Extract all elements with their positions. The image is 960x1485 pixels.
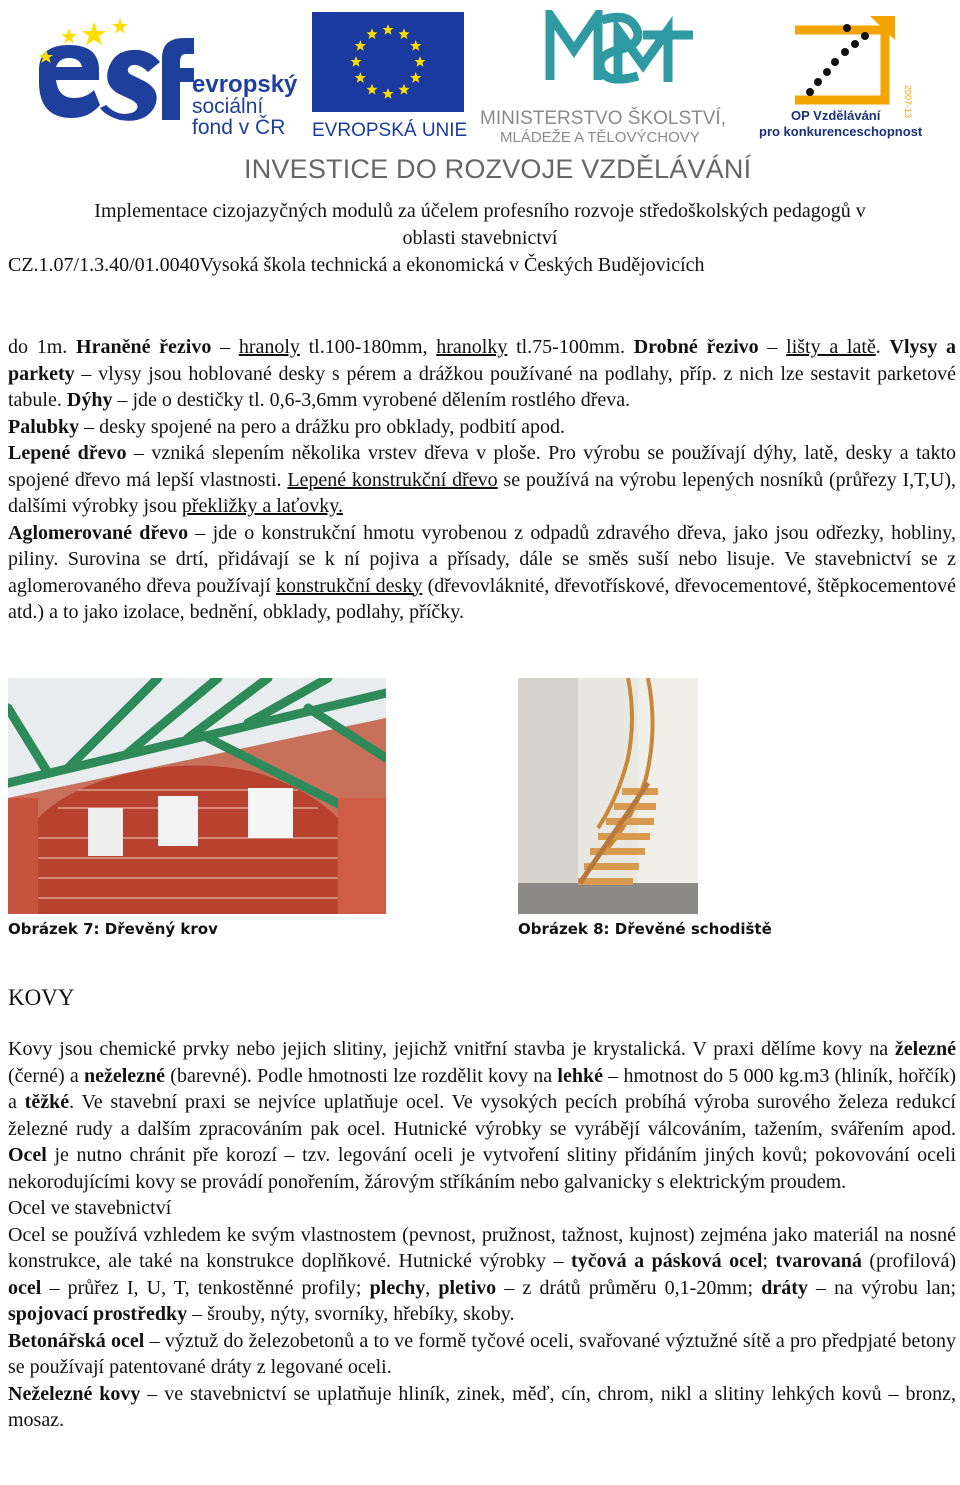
op-line-1: OP Vzdělávání bbox=[791, 108, 881, 123]
header-line-3: CZ.1.07/1.3.40/01.0040Vysoká škola technická a ekonomická v Českých Budějovicích bbox=[8, 254, 705, 276]
esf-word-2: sociální bbox=[192, 95, 264, 118]
op-logo bbox=[755, 10, 945, 145]
paragraph-palubky: Palubky – desky spojené na pero a drážku pro obklady, podbití apod. bbox=[8, 415, 565, 438]
photo-wooden-staircase bbox=[518, 678, 698, 914]
paragraph-rebar-steel: Betonářská ocel – výztuž do železobetonů a to ve formě tyčové oceli, svařované výztužné sítě a pro předpjaté betony se používají patentované dráty z legované oceli. bbox=[8, 1329, 956, 1378]
msmt-line-1: MINISTERSTVO ŠKOLSTVÍ, bbox=[480, 108, 726, 129]
paragraph-agglomerated-wood: Aglomerované dřevo – jde o konstrukční hmotu vyrobenou z odpadů zdravého dřeva, jako jsou odřezky, hobliny, piliny. Surovina se drtí, přidávají se k ní pojiva a přísady, dále se směs suší nebo lisuje. Ve stavebnictví se z aglomerovaného dřeva používají konstrukční desky (dřevovláknité, dřevotřískové, dřevocementové, štěpkocementové atd.) a to jako izolace, bednění, obklady, podlahy, příčky. bbox=[8, 521, 957, 623]
figure-7-caption: Obrázek 7: Dřevěný krov bbox=[8, 920, 218, 938]
paragraph-steel-use: Ocel se používá vzhledem ke svým vlastnostem (pevnost, pružnost, tažnost, kujnost) zejména jako materiál na nosné konstrukce, ale také na konstrukce doplňkové. Hutnické výrobky – tyčová a pásková ocel; tvarovaná (profilová) ocel – průřez I, U, T, tenkostěnné profily; plechy, pletivo – z drátů průměru 0,1-20mm; dráty – na výrobu lan; spojovací prostředky – šrouby, nýty, svorníky, hřebíky, skoby. bbox=[8, 1223, 957, 1325]
tagline: INVESTICE DO ROZVOJE VZDĚLÁVÁNÍ bbox=[244, 154, 752, 184]
header-line-2: oblasti stavebnictví bbox=[402, 227, 558, 249]
section-heading-kovy: KOVY bbox=[8, 985, 75, 1010]
paragraph-sawn-wood: do 1m. Hraněné řezivo – hranoly tl.100-180mm, hranolky tl.75-100mm. Drobné řezivo – lišty a latě. Vlysy a parkety – vlysy jsou hoblované desky s pérem a drážkou používané na podlahy, příp. z nich lze sestavit parketové tabule. Dýhy – jde o destičky tl. 0,6-3,6mm vyrobené dělením rostlého dřeva. bbox=[8, 336, 957, 411]
header-line-1: Implementace cizojazyčných modulů za účelem profesního rozvoje středoškolských pedagogů v bbox=[94, 200, 866, 222]
metals-section bbox=[8, 1036, 956, 1434]
op-years: 2007-13 bbox=[903, 85, 913, 119]
wood-section bbox=[8, 334, 956, 626]
eu-label: EVROPSKÁ UNIE bbox=[312, 120, 468, 141]
msmt-logo bbox=[478, 10, 748, 145]
figure-8-caption: Obrázek 8: Dřevěné schodiště bbox=[518, 920, 772, 938]
project-header bbox=[0, 198, 960, 279]
photo-roof-truss bbox=[8, 678, 386, 914]
esf-word-1: evropský bbox=[192, 71, 298, 98]
paragraph-nonferrous-metals: Neželezné kovy – ve stavebnictví se uplatňuje hliník, zinek, měď, cín, chrom, nikl a slitiny lehkých kovů – bronz, mosaz. bbox=[8, 1382, 956, 1431]
logo-band bbox=[0, 0, 960, 190]
msmt-line-2: MLÁDEŽE A TĚLOVÝCHOVY bbox=[500, 129, 700, 145]
subheading-steel-in-construction: Ocel ve stavebnictví bbox=[8, 1197, 172, 1219]
paragraph-glued-wood: Lepené dřevo – vzniká slepením několika vrstev dřeva v ploše. Pro výrobu se používají dýhy, latě, desky a takto spojené dřevo má lepší vlastnosti. Lepené konstrukční dřevo se používá na výrobu lepených nosníků (průřezy I,T,U), dalšími výrobky jsou překližky a laťovky. bbox=[8, 442, 957, 517]
paragraph-metals-intro: Kovy jsou chemické prvky nebo jejich slitiny, jejichž vnitřní stavba je krystalická. V praxi dělíme kovy na železné (černé) a neželezné (barevné). Podle hmotnosti lze rozdělit kovy na lehké – hmotnost do 5 000 kg.m3 (hliník, hořčík) a těžké. Ve stavební praxi se nejvíce uplatňuje ocel. Ve vysokých pecích probíhá výroba surového železa redukcí železné rudy a dalším zpracováním pak ocel. Hutnické výrobky se vyrábějí válcováním, tažením, svářením apod. Ocel je nutno chránit pře korozí – tzv. legování oceli je vytvoření slitiny přidáním jiných kovů; pokovování oceli nekorodujícími kovy se provádí ponořením, žárovým stříkáním nebo galvanicky s elektrickým proudem. bbox=[8, 1038, 956, 1193]
eu-flag-logo bbox=[312, 12, 472, 142]
esf-logo bbox=[34, 10, 304, 145]
op-line-2: pro konkurenceschopnost bbox=[759, 124, 923, 139]
esf-word-3: fond v ČR bbox=[192, 116, 286, 139]
